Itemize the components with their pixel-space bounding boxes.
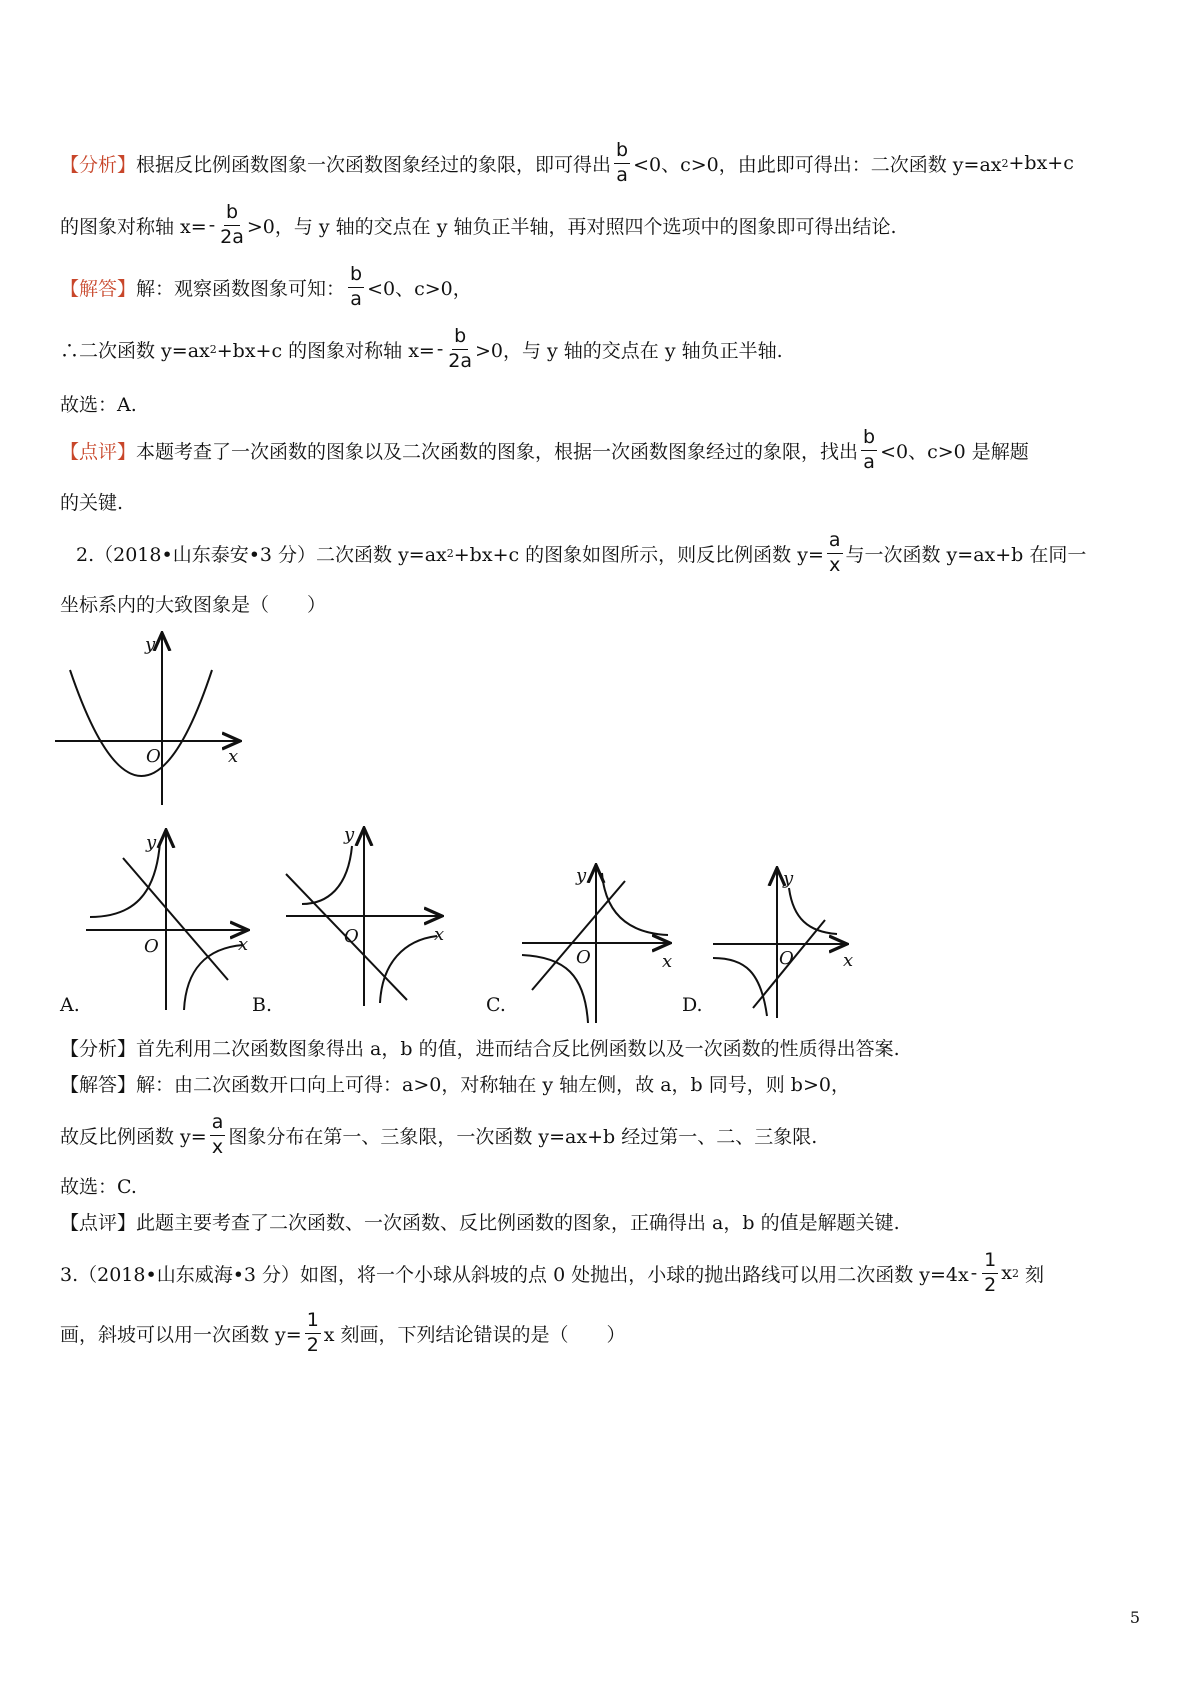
q2-option-b-figure[interactable] bbox=[272, 818, 462, 1018]
svg-text:y: y bbox=[344, 824, 355, 845]
hyperbola-branch-2 bbox=[302, 846, 352, 904]
hyperbola-branch-2 bbox=[90, 842, 160, 917]
fraction-b-over-a: $\frac{b}{a}$ bbox=[863, 426, 876, 473]
fraction-b-over-2a: $\frac{b}{2a}$ bbox=[448, 325, 472, 372]
fraction-b-over-a: $\frac{b}{a}$ bbox=[616, 139, 629, 186]
fraction-b-over-a: $\frac{b}{a}$ bbox=[350, 263, 363, 310]
line-graph bbox=[123, 858, 228, 980]
q2-parabola-figure bbox=[50, 620, 260, 820]
q1-comment-line2: 的关键. bbox=[60, 492, 124, 514]
option-c-label[interactable]: C. bbox=[486, 994, 506, 1016]
svg-text:y: y bbox=[783, 868, 794, 889]
hyperbola-branch-1 bbox=[602, 873, 668, 935]
q1-analysis-line1: 【分析】 根据反比例函数图象一次函数图象经过的象限，即可得出 $\frac{b}{a}$ <0、c>0，由此即可得出：二次函数 y=ax 2 +bx+c bbox=[60, 139, 1074, 186]
answer-tag: 【解答】 bbox=[60, 1074, 137, 1096]
svg-text:O: O bbox=[144, 936, 159, 957]
parabola-curve bbox=[70, 670, 212, 776]
q1-analysis-line2: 的图象对称轴 x= - $\frac{b}{2a}$ >0，与 y 轴的交点在 y 轴负正半轴，再对照四个选项中的图象即可得出结论. bbox=[60, 201, 897, 248]
q3-stem-line1: 3.（2018•山东威海•3 分）如图，将一个小球从斜坡的点 0 处抛出，小球的抛出路线可以用二次函数 y=4x - $\frac{1}{2}$ x 2 刻 bbox=[60, 1249, 1044, 1296]
q2-comment: 【点评】 此题主要考查了二次函数、一次函数、反比例函数的图象，正确得出 a，b 的值是解题关键. bbox=[60, 1208, 900, 1235]
q2-option-c-figure[interactable] bbox=[510, 855, 690, 1025]
hyperbola-branch-4 bbox=[184, 945, 243, 1010]
hyperbola-branch-1 bbox=[789, 888, 837, 934]
svg-text:x: x bbox=[662, 951, 673, 972]
answer-tag: 【解答】 bbox=[60, 277, 137, 300]
comment-tag: 【点评】 bbox=[60, 1212, 137, 1234]
q1-answer-line2: ∴二次函数 y=ax 2 +bx+c 的图象对称轴 x= - $\frac{b}{2a}$ >0，与 y 轴的交点在 y 轴负正半轴. bbox=[60, 325, 783, 372]
q2-stem-line1: 2.（2018•山东泰安•3 分）二次函数 y=ax 2 +bx+c 的图象如图所示，则反比例函数 y= $\frac{a}{x}$ 与一次函数 y=ax+b 在同一 bbox=[76, 529, 1087, 576]
svg-text:O: O bbox=[344, 926, 359, 947]
fraction-1-over-2: $\frac{1}{2}$ bbox=[984, 1249, 997, 1296]
q2-analysis: 【分析】 首先利用二次函数图象得出 a，b 的值，进而结合反比例函数以及一次函数的性质得出答案. bbox=[60, 1034, 900, 1061]
svg-text:O: O bbox=[576, 947, 591, 968]
fraction-b-over-2a: $\frac{b}{2a}$ bbox=[220, 201, 244, 248]
option-d-label[interactable]: D. bbox=[682, 994, 703, 1016]
q1-choice: 故选：A. bbox=[60, 394, 137, 416]
fraction-1-over-2: $\frac{1}{2}$ bbox=[306, 1309, 319, 1356]
svg-text:x: x bbox=[238, 934, 249, 955]
q2-stem-line2: 坐标系内的大致图象是（ ） bbox=[60, 594, 327, 616]
hyperbola-branch-4 bbox=[380, 936, 437, 1003]
x-label: x bbox=[228, 746, 239, 767]
fraction-a-over-x: $\frac{a}{x}$ bbox=[828, 529, 841, 576]
option-b-label[interactable]: B. bbox=[252, 994, 273, 1016]
analysis-tag: 【分析】 bbox=[60, 1038, 137, 1060]
q2-answer-line1: 【解答】 解：由二次函数开口向上可得：a>0，对称轴在 y 轴左侧，故 a，b 同号，则 b>0， bbox=[60, 1070, 850, 1097]
q1-answer-line1: 【解答】 解：观察函数图象可知： $\frac{b}{a}$ <0、c>0， bbox=[60, 263, 472, 310]
svg-text:O: O bbox=[779, 948, 794, 969]
q3-stem-line2: 画，斜坡可以用一次函数 y= $\frac{1}{2}$ x 刻画，下列结论错误的是（ ） bbox=[60, 1309, 626, 1356]
q1-comment-line1: 【点评】 本题考查了一次函数的图象以及二次函数的图象，根据一次函数图象经过的象限，找出 $\frac{b}{a}$ <0、c>0 是解题 bbox=[60, 426, 1029, 473]
option-a-label[interactable]: A. bbox=[60, 994, 80, 1016]
comment-tag: 【点评】 bbox=[60, 440, 137, 463]
svg-text:x: x bbox=[843, 950, 854, 971]
hyperbola-branch-3 bbox=[713, 958, 767, 1016]
q2-option-d-figure[interactable] bbox=[705, 860, 885, 1020]
y-label: y bbox=[145, 634, 156, 655]
q2-answer-line2: 故反比例函数 y= $\frac{a}{x}$ 图象分布在第一、三象限，一次函数 y=ax+b 经过第一、二、三象限. bbox=[60, 1111, 818, 1158]
svg-text:y: y bbox=[576, 865, 587, 886]
svg-text:x: x bbox=[434, 924, 445, 945]
analysis-tag: 【分析】 bbox=[60, 153, 137, 176]
svg-text:y: y bbox=[146, 832, 157, 853]
page-number: 5 bbox=[1129, 1608, 1140, 1627]
fraction-a-over-x: $\frac{a}{x}$ bbox=[211, 1111, 224, 1158]
origin-label: O bbox=[146, 746, 161, 767]
q2-choice: 故选：C. bbox=[60, 1176, 137, 1198]
line-graph bbox=[532, 881, 625, 990]
q2-option-a-figure[interactable] bbox=[78, 820, 268, 1020]
